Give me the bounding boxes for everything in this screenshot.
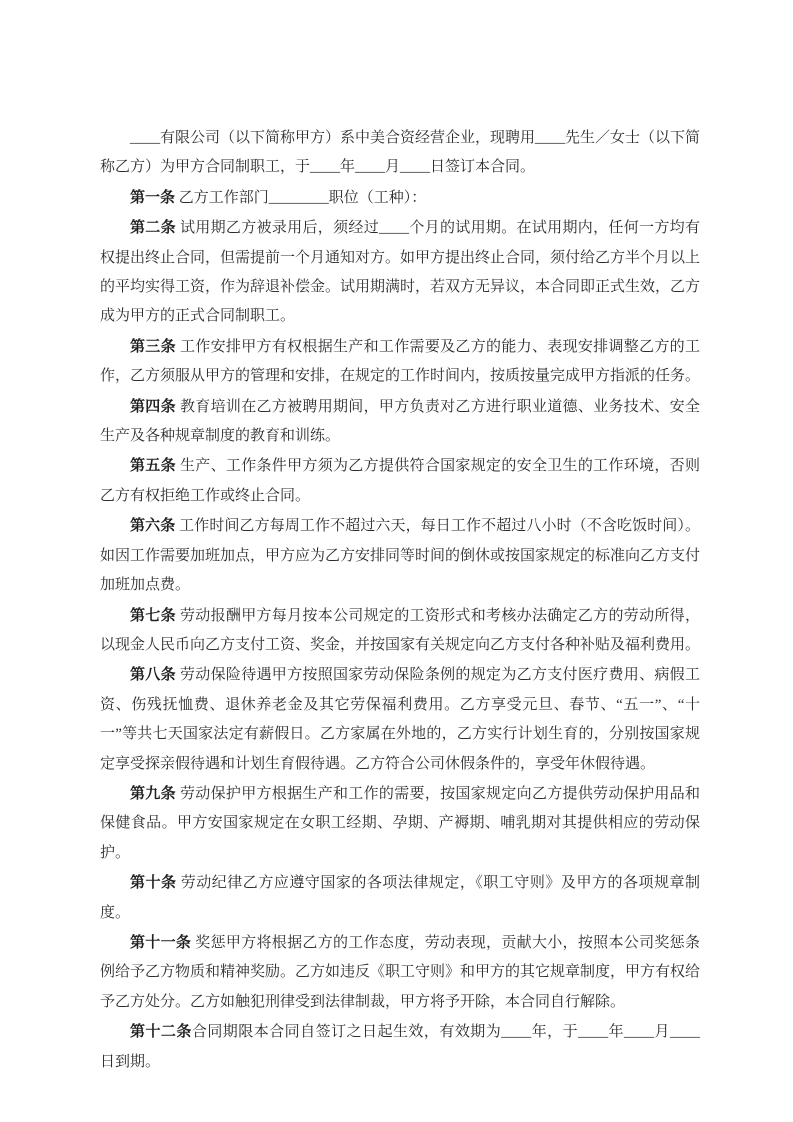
article-4-label: 第四条 bbox=[130, 397, 176, 415]
article-12-text: 合同期限本合同自签订之日起生效，有效期为____年，于____年____月____日到期。 bbox=[100, 1024, 700, 1070]
article-11 bbox=[100, 928, 700, 1017]
article-1-text: 乙方工作部门________职位（工种）： bbox=[175, 189, 427, 206]
article-5-label: 第五条 bbox=[130, 457, 176, 475]
article-7 bbox=[100, 601, 700, 661]
article-5-text: 生产、工作条件甲方须为乙方提供符合国家规定的安全卫生的工作环境，否则乙方有权拒绝工作或终止合同。 bbox=[100, 458, 700, 504]
article-12-label: 第十二条 bbox=[130, 1023, 192, 1041]
article-6-label: 第六条 bbox=[130, 517, 176, 535]
article-12 bbox=[100, 1017, 700, 1077]
article-1 bbox=[100, 183, 700, 213]
article-10-text: 劳动纪律乙方应遵守国家的各项法律规定，《职工守则》及甲方的各项规章制度。 bbox=[100, 875, 700, 921]
article-3 bbox=[100, 332, 700, 392]
article-2-label: 第二条 bbox=[130, 219, 176, 237]
article-5 bbox=[100, 451, 700, 511]
article-2-text: 试用期乙方被录用后，须经过____个月的试用期。在试用期内，任何一方均有权提出终止合同，但需提前一个月通知对方。如甲方提出终止合同，须付给乙方半个月以上的平均实得工资，作为辞退补偿金。试用期满时，若双方无异议，本合同即正式生效，乙方成为甲方的正式合同制职工。 bbox=[100, 220, 701, 325]
contract-intro-text: ____有限公司（以下简称甲方）系中美合资经营企业，现聘用____先生／女士（以下简称乙方）为甲方合同制职工，于____年____月____日签订本合同。 bbox=[100, 130, 701, 176]
article-7-label: 第七条 bbox=[130, 606, 176, 624]
article-8-text: 劳动保险待遇甲方按照国家劳动保险条例的规定为乙方支付医疗费用、病假工资、伤残抚恤费、退休养老金及其它劳保福利费用。乙方享受元旦、春节、“五一”、“十一”等共七天国家法定有薪假日。乙方家属在外地的，乙方实行计划生育的，分别按国家规定享受探亲假待遇和计划生育假待遇。乙方符合公司休假条件的，享受年休假待遇。 bbox=[100, 667, 700, 772]
article-10-label: 第十条 bbox=[130, 874, 177, 892]
article-3-label: 第三条 bbox=[130, 337, 176, 355]
article-4 bbox=[100, 392, 700, 452]
article-6-text: 工作时间乙方每周工作不超过六天，每日工作不超过八小时（不含吃饭时间）。如因工作需要加班加点，甲方应为乙方安排同等时间的倒休或按国家规定的标准向乙方支付加班加点费。 bbox=[100, 518, 701, 594]
contract-intro-paragraph bbox=[100, 124, 700, 183]
article-3-text: 工作安排甲方有权根据生产和工作需要及乙方的能力、表现安排调整乙方的工作，乙方须服从甲方的管理和安排，在规定的工作时间内，按质按量完成甲方指派的任务。 bbox=[100, 338, 701, 385]
article-8 bbox=[100, 660, 700, 779]
article-6 bbox=[100, 511, 700, 600]
article-2 bbox=[100, 213, 700, 332]
article-9-label: 第九条 bbox=[130, 784, 176, 802]
article-9 bbox=[100, 779, 700, 868]
article-8-label: 第八条 bbox=[130, 666, 176, 684]
article-9-text: 劳动保护甲方根据生产和工作的需要，按国家规定向乙方提供劳动保护用品和保健食品。甲方安国家规定在女职工经期、孕期、产褥期、哺乳期对其提供相应的劳动保护。 bbox=[100, 785, 700, 861]
article-10 bbox=[100, 868, 700, 928]
article-1-label: 第一条 bbox=[130, 188, 176, 206]
article-7-text: 劳动报酬甲方每月按本公司规定的工资形式和考核办法确定乙方的劳动所得，以现金人民币向乙方支付工资、奖金，并按国家有关规定向乙方支付各种补贴及福利费用。 bbox=[100, 607, 701, 653]
article-4-text: 教育培训在乙方被聘用期间，甲方负责对乙方进行职业道德、业务技术、安全生产及各种规章制度的教育和训练。 bbox=[100, 398, 700, 445]
article-11-label: 第十一条 bbox=[130, 933, 192, 951]
article-11-text: 奖惩甲方将根据乙方的工作态度，劳动表现，贡献大小，按照本公司奖惩条例给予乙方物质和精神奖励。乙方如违反《职工守则》和甲方的其它规章制度，甲方有权给予乙方处分。乙方如触犯刑律受到法律制裁，甲方将予开除，本合同自行解除。 bbox=[100, 934, 701, 1010]
